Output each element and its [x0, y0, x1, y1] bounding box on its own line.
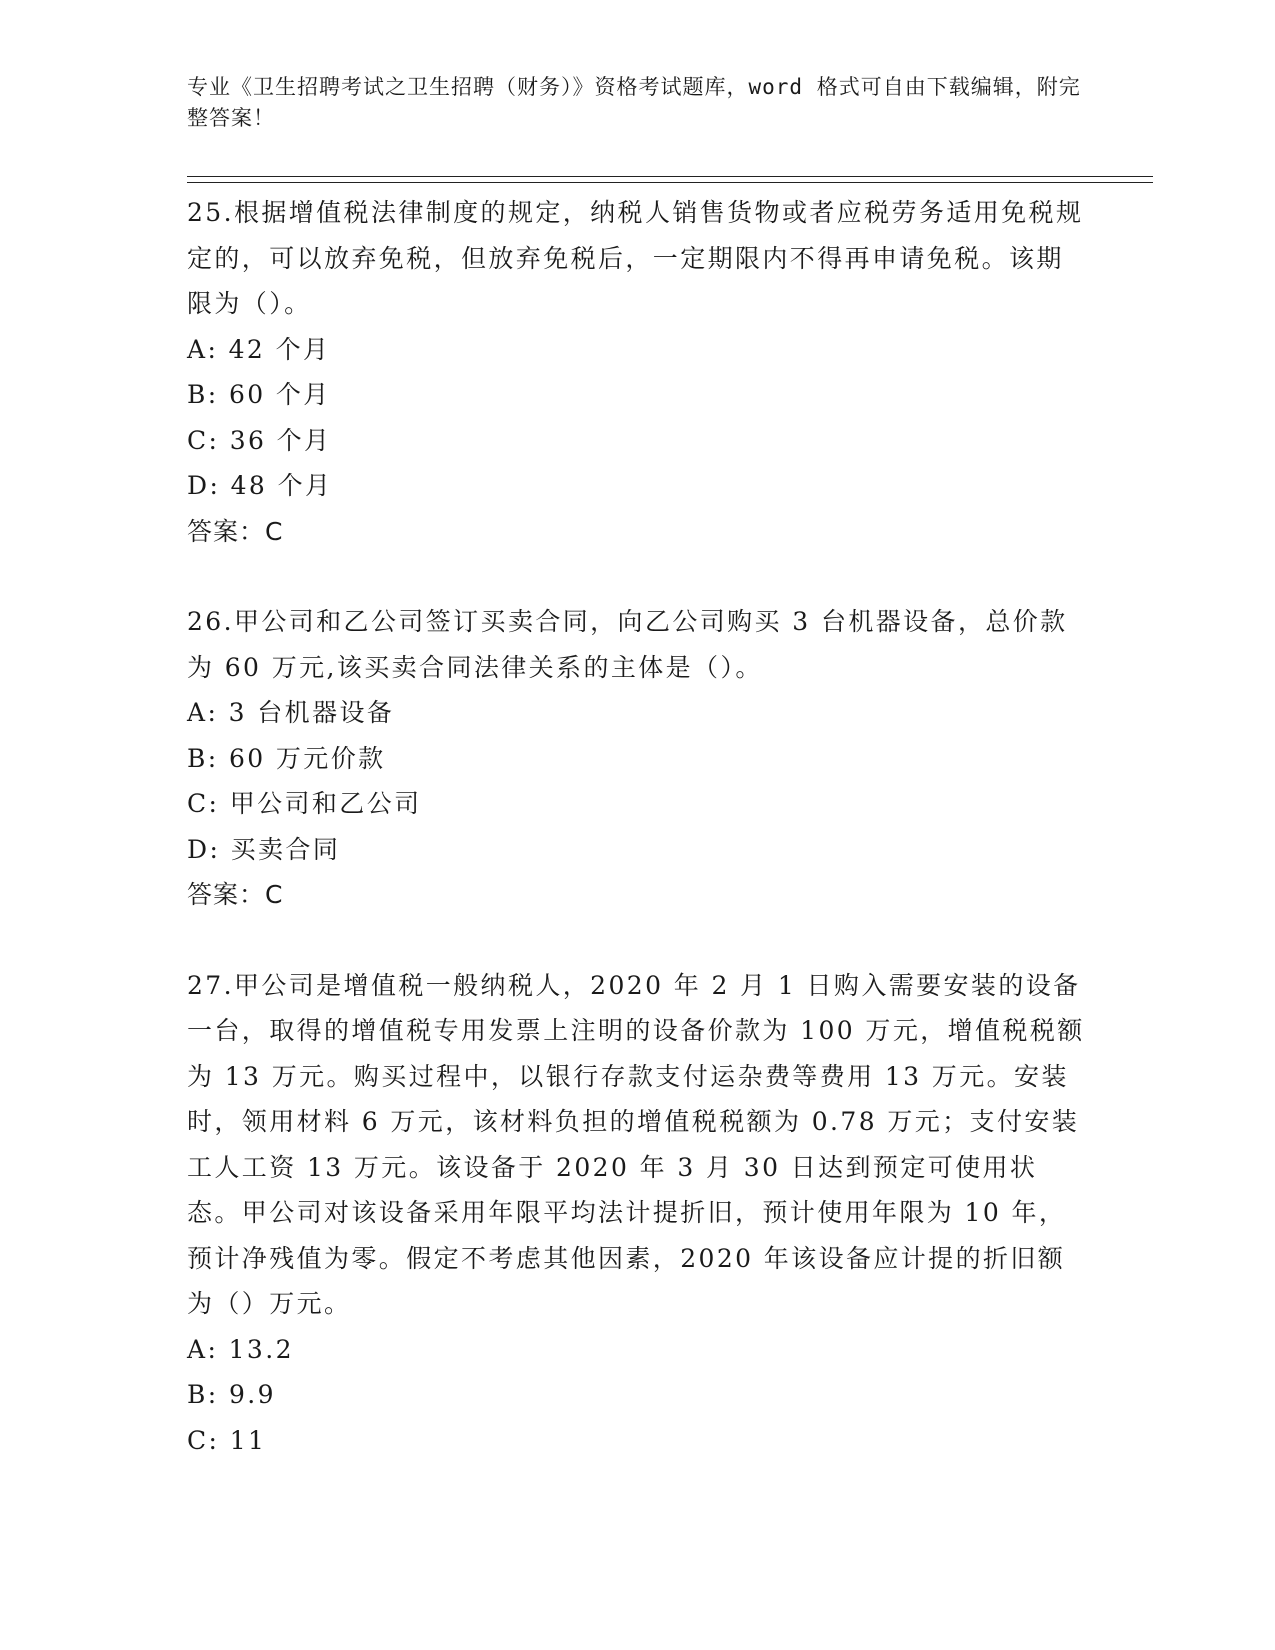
- option-d: D: 48 个月: [187, 471, 333, 500]
- option-a: A: 13.2: [187, 1334, 294, 1364]
- option-c: C: 甲公司和乙公司: [187, 789, 422, 818]
- question-26: [187, 599, 1087, 918]
- question-text: 25.根据增值税法律制度的规定，纳税人销售货物或者应税劳务适用免税规定的，可以放弃免税，但放弃免税后，一定期限内不得再申请免税。该期限为（）。: [187, 198, 1084, 318]
- option-b: B: 9.9: [187, 1380, 276, 1409]
- option-a: A: 3 台机器设备: [187, 698, 395, 727]
- question-list: [187, 190, 1087, 1463]
- question-25: [187, 190, 1087, 554]
- option-b: B: 60 万元价款: [187, 743, 386, 773]
- question-27: [187, 963, 1087, 1464]
- answer-label: 答案：C: [187, 516, 284, 546]
- option-c: C: 36 个月: [187, 425, 332, 455]
- option-a: A: 42 个月: [187, 334, 331, 364]
- question-spacer: [187, 918, 1087, 963]
- question-text: 26.甲公司和乙公司签订买卖合同，向乙公司购买 3 台机器设备，总价款为 60 万元,该买卖合同法律关系的主体是（）。: [187, 607, 1068, 682]
- question-text: 27.甲公司是增值税一般纳税人，2020 年 2 月 1 日购入需要安装的设备一台，取得的增值税专用发票上注明的设备价款为 100 万元，增值税税额为 13 万元。购买过程中，以银行存款支付运杂费等费用 13 万元。安装时，领用材料 6 万元，该材料负担的增值税税额为 0.78 万元；支付安装工人工资 13 万元。该设备于 2020 年 3 月 30 日达到预定可使用状态。甲公司对该设备采用年限平均法计提折旧，预计使用年限为 10 年，预计净残值为零。假定不考虑其他因素，2020 年该设备应计提的折旧额为（）万元。: [187, 970, 1085, 1318]
- header-divider-bottom: [187, 182, 1153, 183]
- document-header: 专业《卫生招聘考试之卫生招聘（财务）》资格考试题库，word 格式可自由下载编辑，附完整答案！: [187, 75, 1081, 130]
- option-c: C: 11: [187, 1425, 267, 1455]
- question-spacer: [187, 554, 1087, 599]
- option-b: B: 60 个月: [187, 380, 331, 409]
- option-d: D: 买卖合同: [187, 834, 341, 864]
- answer-label: 答案：C: [187, 880, 284, 909]
- header-divider-top: [187, 176, 1153, 177]
